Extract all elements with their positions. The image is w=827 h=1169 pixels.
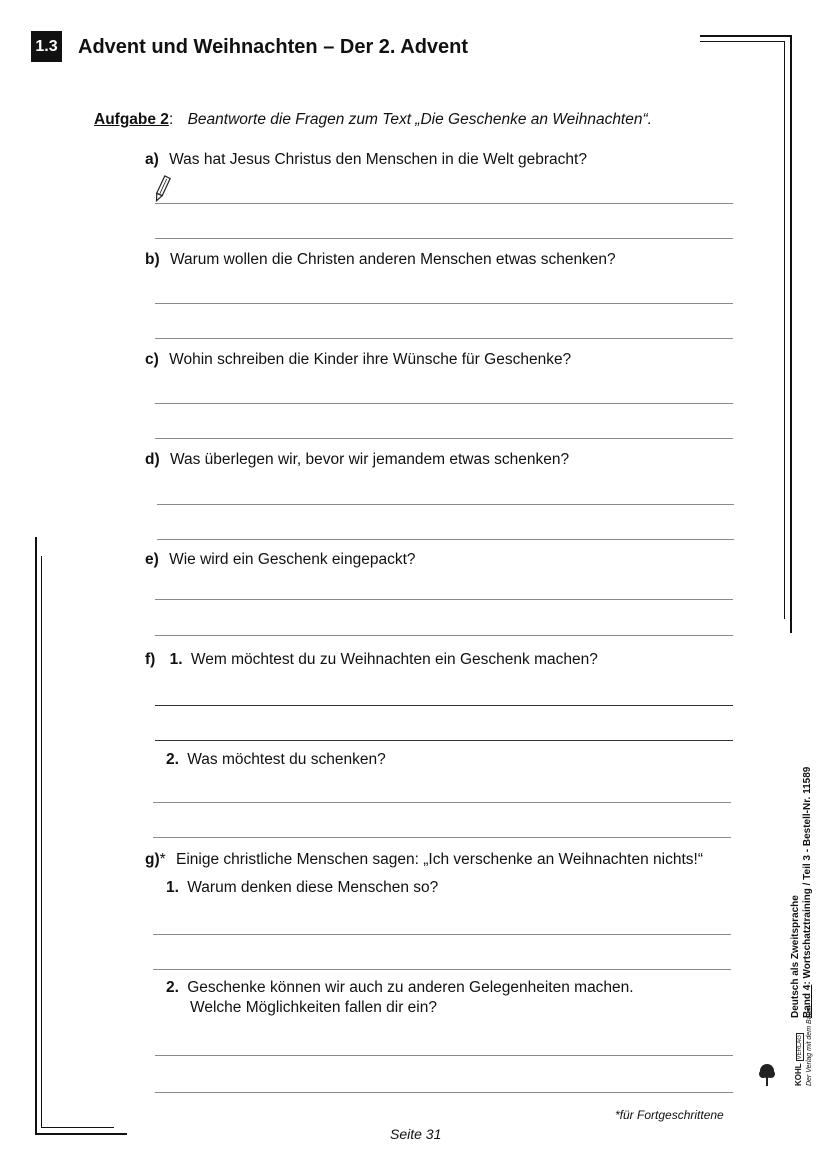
- question-text: Geschenke können wir auch zu anderen Gelegenheiten machen.: [187, 979, 634, 996]
- task-colon: :: [168, 111, 174, 128]
- section-number-badge: 1.3: [31, 31, 62, 62]
- frame-top-inner: [700, 41, 785, 42]
- footnote: *für Fortgeschrittene: [615, 1108, 724, 1122]
- frame-bottom-inner: [41, 1127, 114, 1128]
- publisher-info: [790, 767, 814, 1018]
- question-text: Einige christliche Menschen sagen: „Ich verschenke an Weihnachten nichts!“: [176, 851, 703, 868]
- question-g: [145, 851, 703, 869]
- band-label: Band 4: [802, 984, 813, 1018]
- question-text: Warum wollen die Christen anderen Menschen etwas schenken?: [169, 251, 616, 268]
- subquestion-number: 1.: [166, 879, 179, 896]
- tree-logo-icon: [757, 1062, 777, 1088]
- question-text: Was überlegen wir, bevor wir jemandem etwas schenken?: [169, 451, 570, 468]
- frame-left-outer: [35, 537, 37, 1135]
- frame-top-outer: [700, 35, 792, 37]
- frame-right-inner: [784, 41, 785, 619]
- task-header: [94, 111, 652, 129]
- question-f2: [166, 751, 386, 769]
- answer-line-e2[interactable]: [155, 635, 733, 636]
- pencil-icon: [153, 175, 171, 203]
- question-text: Was hat Jesus Christus den Menschen in die Welt gebracht?: [169, 151, 587, 168]
- answer-line-f1[interactable]: [155, 705, 733, 706]
- answer-line-a2[interactable]: [155, 238, 733, 239]
- answer-line-f2[interactable]: [155, 740, 733, 741]
- question-text: Warum denken diese Menschen so?: [187, 879, 439, 896]
- question-label: c): [145, 351, 159, 368]
- question-text: Was möchtest du schenken?: [187, 751, 386, 768]
- advanced-star: *: [159, 851, 166, 868]
- question-e: [145, 551, 416, 569]
- task-label: Aufgabe 2: [94, 111, 169, 128]
- question-d: [145, 451, 569, 469]
- question-b: [145, 251, 616, 269]
- answer-line-c2[interactable]: [155, 438, 733, 439]
- question-g2-line2: Welche Möglichkeiten fallen dir ein?: [190, 999, 437, 1016]
- answer-line-g4[interactable]: [155, 1092, 733, 1093]
- publisher-line1: Deutsch als Zweitsprache: [790, 895, 801, 1018]
- answer-line-g3[interactable]: [155, 1055, 733, 1056]
- question-label: e): [145, 551, 159, 568]
- answer-line-a1[interactable]: [155, 203, 733, 204]
- subquestion-number: 2.: [166, 979, 179, 996]
- brand-suffix: VERLAG: [797, 1035, 803, 1060]
- answer-line-f3[interactable]: [153, 802, 731, 803]
- frame-bottom-outer: [35, 1133, 127, 1135]
- frame-left-inner: [41, 556, 42, 1128]
- task-instruction: Beantworte die Fragen zum Text „Die Geschenke an Weihnachten“.: [187, 111, 652, 128]
- answer-line-g2[interactable]: [153, 969, 731, 970]
- question-label: g): [145, 851, 160, 868]
- subquestion-number: 2.: [166, 751, 179, 768]
- answer-line-d1[interactable]: [157, 504, 734, 505]
- publisher-logo-text: [794, 1006, 814, 1086]
- question-label: b): [145, 251, 160, 268]
- answer-line-c1[interactable]: [155, 403, 733, 404]
- question-g1: [166, 879, 438, 897]
- frame-right-outer: [790, 35, 792, 633]
- answer-line-d2[interactable]: [157, 539, 734, 540]
- brand-slogan: Der Verlag mit dem Baum: [806, 1005, 813, 1086]
- answer-line-b1[interactable]: [155, 303, 733, 304]
- answer-line-b2[interactable]: [155, 338, 733, 339]
- question-g2: [166, 979, 634, 997]
- answer-line-g1[interactable]: [153, 934, 731, 935]
- question-text: Wie wird ein Geschenk eingepackt?: [169, 551, 416, 568]
- page-title: Advent und Weihnachten – Der 2. Advent: [78, 36, 469, 58]
- question-a: [145, 151, 587, 169]
- question-label: a): [145, 151, 159, 168]
- question-text: Wem möchtest du zu Weihnachten ein Geschenk machen?: [190, 651, 598, 668]
- question-label: d): [145, 451, 160, 468]
- question-c: [145, 351, 571, 369]
- band-rest: : Wortschatztraining / Teil 3 - Bestell-Nr. 11589: [802, 766, 813, 985]
- brand-name: KOHL: [794, 1063, 803, 1086]
- question-text: Wohin schreiben die Kinder ihre Wünsche für Geschenke?: [169, 351, 572, 368]
- answer-line-f4[interactable]: [153, 837, 731, 838]
- brand-row: [794, 1006, 805, 1086]
- publisher-line2: [802, 767, 814, 1018]
- answer-line-e1[interactable]: [155, 599, 733, 600]
- page-number: Seite 31: [390, 1126, 442, 1142]
- subquestion-number: 1.: [169, 651, 183, 668]
- question-f: [145, 651, 598, 669]
- question-label: f): [145, 651, 156, 668]
